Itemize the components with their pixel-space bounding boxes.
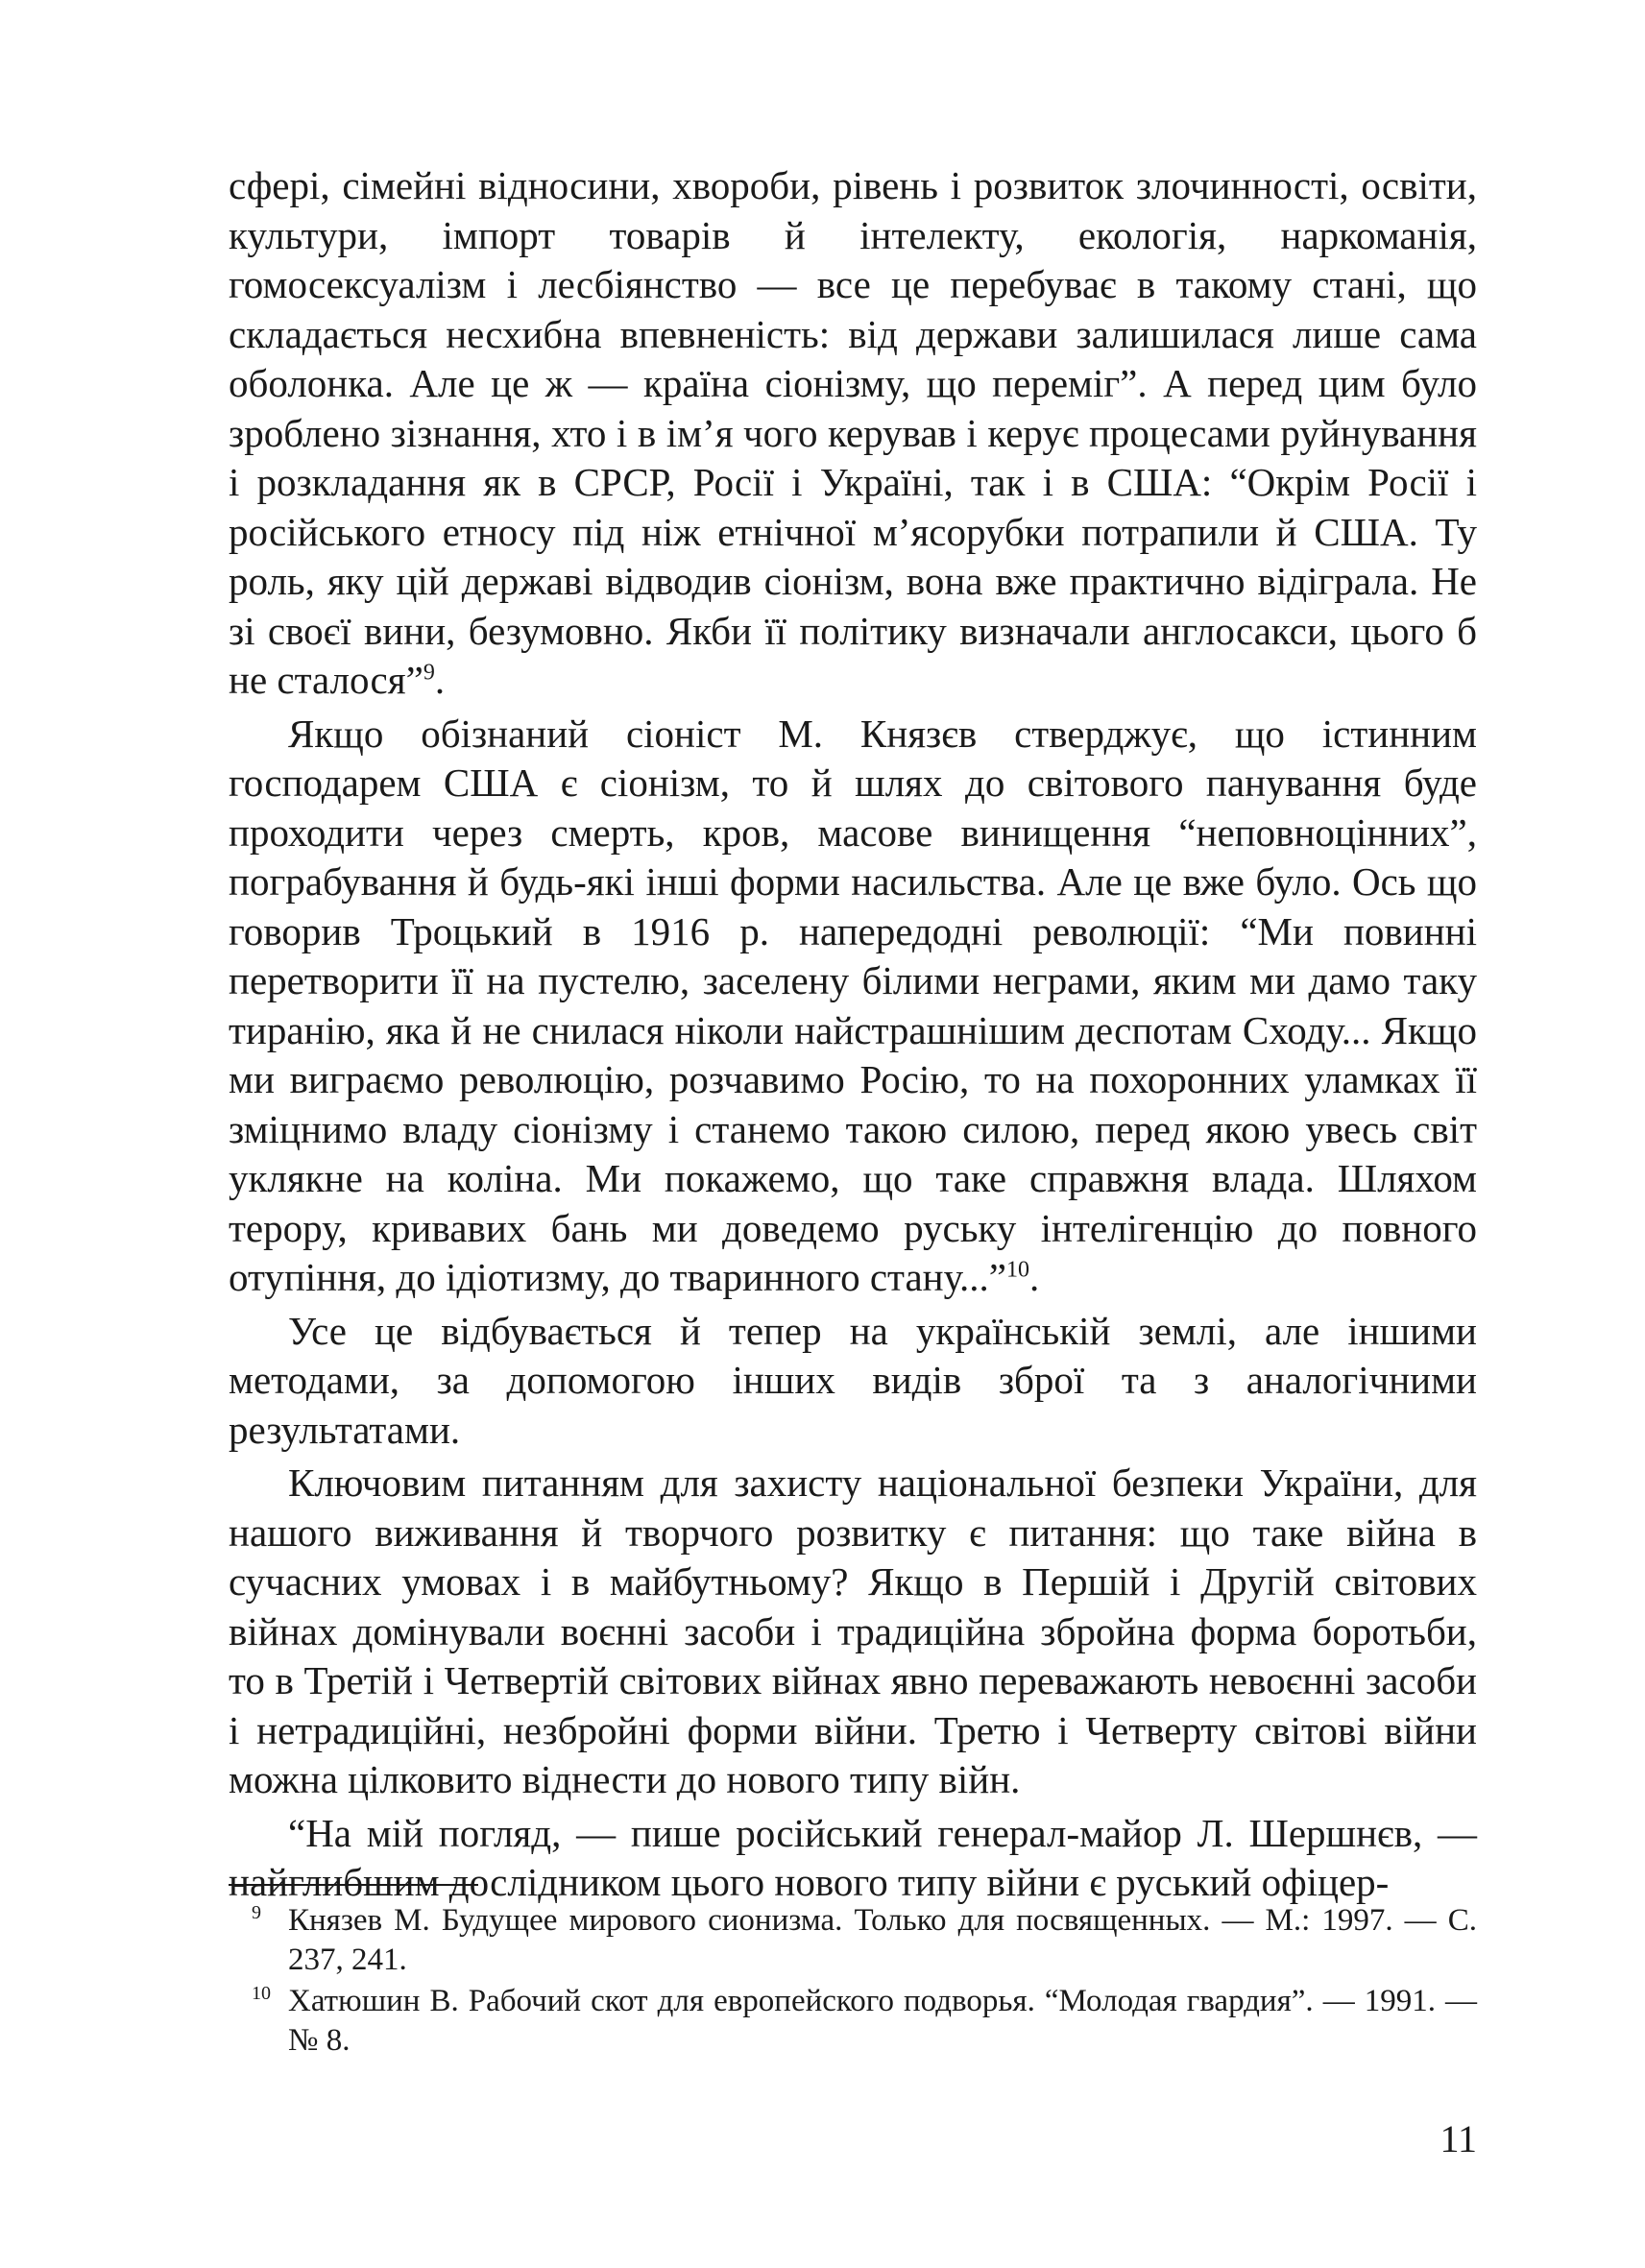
paragraph-1 — [229, 161, 1477, 706]
footnote-separator — [229, 1884, 478, 1886]
footnote-text: Хатюшин В. Рабочий скот для европейского подворья. “Молодая гвардия”. — 1991. — № 8. — [288, 1984, 1477, 2058]
paragraph-text: Усе це відбувається й тепер на українській землі, але іншими методами, за допомогою інших видів зброї та з аналогічними результатами. — [229, 1308, 1477, 1452]
paragraph-3 — [229, 1307, 1477, 1456]
paragraph-tail: . — [1028, 1255, 1040, 1299]
footnote-9: 9 Князев М. Будущее мирового сионизма. Только для посвященных. — М.: 1997. — С. 237, 241. — [252, 1902, 1477, 1977]
paragraph-text: Якщо обізнаний сіоніст М. Князєв стверджує, що істинним господарем США є сіонізм, то й шлях до світового панування буде проходити через смерть, кров, масове винищення “неповноцінних”, пограбування й будь-які інші форми насильства. Але це вже було. Ось що говорив Троцький в 1916 р. напередодні революції: “Ми повинні перетворити її на пустелю, заселену білими неграми, яким ми дамо таку тиранію, яка й не снилася ніколи найстрашнішим деспотам Сходу... Якщо ми виграємо революцію, розчавимо Росію, то на похоронних уламках її зміцнимо владу сіонізму і станемо такою силою, перед якою увесь світ уклякне на коліна. Ми покажемо, що таке справжня влада. Шляхом терору, кривавих бань ми доведемо руську інтелігенцію до повного отупіння, до ідіотизму, до тваринного стану...” — [229, 711, 1477, 1299]
footnote-text: Князев М. Будущее мирового сионизма. Только для посвященных. — М.: 1997. — С. 237, 241. — [288, 1903, 1477, 1977]
paragraph-text: Ключовим питанням для захисту національної безпеки України, для нашого виживання й творчого розвитку є питання: що таке війна в сучасних умовах і в майбутньому? Якщо в Першій і Другій світових війнах домінували воєнні засоби і традиційна збройна форма боротьби, то в Третій і Четвертій світових війнах явно переважають невоєнні засоби і нетрадиційні, незбройні форми війни. Третю і Четверту світові війни можна цілковито віднести до нового типу війн. — [229, 1460, 1477, 1801]
paragraph-2 — [229, 710, 1477, 1303]
main-text — [229, 161, 1477, 1908]
paragraph-text: “На мій погляд, — пише російський генерал-майор Л. Шершнєв, — найглибшим дослідником цього нового типу війни є руський офіцер- — [229, 1810, 1477, 1904]
paragraph-tail: . — [434, 658, 446, 702]
paragraph-4 — [229, 1459, 1477, 1805]
paragraph-5 — [229, 1809, 1477, 1908]
footnote-10: 10 Хатюшин В. Рабочий скот для европейского подворья. “Молодая гвардия”. — 1991. — № 8. — [252, 1983, 1477, 2058]
paragraph-text: сфері, сімейні відносини, хвороби, рівень і розвиток злочинності, освіти, культури, імпорт товарів й інтелекту, екологія, наркоманія, гомосексуалізм і лесбіянство — все це перебуває в такому стані, що складається несхибна впевненість: від держави залишилася лише сама оболонка. Але це ж — країна сіонізму, що переміг”. А перед цим було зроблено зізнання, хто і в ім’я чого керував і керує процесами руйнування і розкладання як в СРСР, Росії і Україні, так і в США: “Окрім Росії і російського етносу під ніж етнічної м’ясорубки потрапили й США. Ту роль, яку цій державі відводив сіонізм, вона вже практично відіграла. Не зі своєї вини, безумовно. Якби її політику визначали англосакси, цього б не сталося” — [229, 163, 1477, 702]
footnote-reference[interactable]: 9 — [423, 660, 435, 686]
footnotes — [252, 1901, 1477, 2063]
page-number: 11 — [1439, 2117, 1477, 2160]
footnote-reference[interactable]: 10 — [1005, 1257, 1029, 1283]
